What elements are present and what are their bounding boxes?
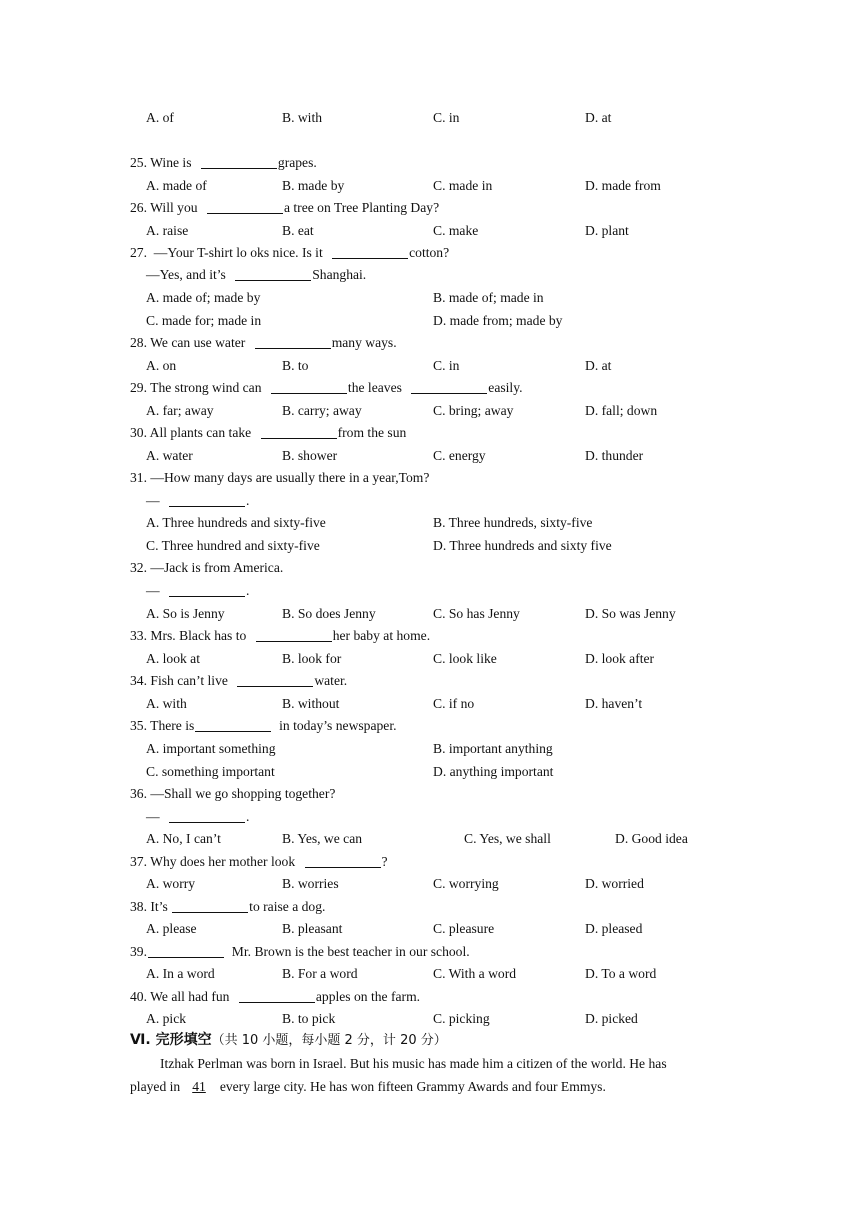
passage-text-2-post: every large city. He has won fifteen Grammy Awards and four Emmys. (219, 1079, 606, 1094)
q28-stem (0, 332, 860, 354)
q39-text-pre: 39. (130, 944, 147, 959)
q39-option-a: A. In a word (146, 966, 215, 981)
q26-text-post: a tree on Tree Planting Day? (283, 200, 440, 215)
q26-option-b: B. eat (282, 223, 314, 238)
answer-blank (256, 627, 332, 642)
q29-text-pre: 29. The strong wind can (130, 380, 265, 395)
q31-text: 31. —How many days are usually there in a year,Tom? (130, 470, 430, 485)
q25-option-d: D. made from (585, 178, 661, 193)
q27-options-row1 (0, 287, 860, 309)
q37-option-d: D. worried (585, 876, 644, 891)
answer-blank (235, 266, 311, 281)
answer-blank (239, 988, 315, 1003)
q36-option-a: A. No, I can’t (146, 831, 221, 846)
passage-line-2 (0, 1076, 860, 1098)
q39-text-post: Mr. Brown is the best teacher in our school. (225, 944, 470, 959)
answer-blank (169, 582, 245, 597)
q34-option-d: D. haven’t (585, 696, 643, 711)
q39-option-c: C. With a word (433, 966, 517, 981)
q35-text-post: in today’s newspaper. (272, 718, 397, 733)
q35-option-d: D. anything important (433, 764, 554, 779)
q31-option-d: D. Three hundreds and sixty five (433, 538, 612, 553)
q33-option-b: B. look for (282, 651, 342, 666)
q39-options (0, 963, 860, 985)
q30-text-pre: 30. All plants can take (130, 425, 255, 440)
q33-text-pre: 33. Mrs. Black has to (130, 628, 250, 643)
q35-text-pre: 35. There is (130, 718, 195, 733)
q35-options-row1 (0, 738, 860, 760)
q32-option-a: A. So is Jenny (146, 606, 225, 621)
q29-option-d: D. fall; down (585, 403, 658, 418)
q24-option-a: A. of (146, 110, 174, 125)
q31-reply (0, 490, 860, 512)
q30-stem (0, 422, 860, 444)
q36-text: 36. —Shall we go shopping together? (130, 786, 336, 801)
answer-blank (169, 492, 245, 507)
q37-option-a: A. worry (146, 876, 196, 891)
q40-option-a: A. pick (146, 1011, 187, 1026)
q34-option-a: A. with (146, 696, 187, 711)
q25-text-post: grapes. (277, 155, 317, 170)
q27-options-row2 (0, 310, 860, 332)
q37-option-b: B. worries (282, 876, 339, 891)
q40-option-d: D. picked (585, 1011, 638, 1026)
q25-stem (0, 152, 860, 174)
q34-text-post: water. (314, 673, 348, 688)
q36-option-b: B. Yes, we can (282, 831, 363, 846)
section-heading (0, 1029, 860, 1051)
q40-option-b: B. to pick (282, 1011, 336, 1026)
q25-options (0, 175, 860, 197)
q28-text-pre: 28. We can use water (130, 335, 249, 350)
q32-text: 32. —Jack is from America. (130, 560, 284, 575)
q36-stem (0, 783, 860, 805)
q29-option-b: B. carry; away (282, 403, 362, 418)
q27-option-c: C. made for; made in (146, 313, 262, 328)
q29-text-mid: the leaves (347, 380, 406, 395)
q38-option-b: B. pleasant (282, 921, 343, 936)
answer-blank (271, 379, 347, 394)
q26-options (0, 220, 860, 242)
q29-text-post: easily. (488, 380, 523, 395)
q26-option-a: A. raise (146, 223, 189, 238)
q35-options-row2 (0, 761, 860, 783)
q24-options (0, 107, 860, 129)
q26-stem (0, 197, 860, 219)
q37-stem (0, 851, 860, 873)
answer-blank (261, 424, 337, 439)
q36-option-d: D. Good idea (615, 831, 688, 846)
answer-blank (332, 244, 408, 259)
answer-blank (255, 334, 331, 349)
q37-text-post: ? (381, 854, 388, 869)
q37-text-pre: 37. Why does her mother look (130, 854, 299, 869)
q40-option-c: C. picking (433, 1011, 490, 1026)
q28-text-post: many ways. (331, 335, 397, 350)
q33-stem (0, 625, 860, 647)
q24-option-c: C. in (433, 110, 460, 125)
q35-option-b: B. important anything (433, 741, 553, 756)
q39-option-b: B. For a word (282, 966, 358, 981)
q28-option-c: C. in (433, 358, 460, 373)
q39-stem (0, 941, 860, 963)
section-note: （共 10 小题，每小题 2 分，计 20 分） (211, 1033, 447, 1048)
q27-option-b: B. made of; made in (433, 290, 544, 305)
q25-option-c: C. made in (433, 178, 493, 193)
q40-stem (0, 986, 860, 1008)
q40-options (0, 1008, 860, 1030)
q31-options-row1 (0, 512, 860, 534)
q27-option-a: A. made of; made by (146, 290, 261, 305)
answer-blank (305, 853, 381, 868)
q35-option-c: C. something important (146, 764, 275, 779)
q30-option-d: D. thunder (585, 448, 644, 463)
q32-stem (0, 557, 860, 579)
q29-option-a: A. far; away (146, 403, 214, 418)
q34-stem (0, 670, 860, 692)
q31-option-b: B. Three hundreds, sixty-five (433, 515, 593, 530)
q38-option-c: C. pleasure (433, 921, 495, 936)
q29-options (0, 400, 860, 422)
q30-option-a: A. water (146, 448, 193, 463)
q34-option-b: B. without (282, 696, 340, 711)
passage-line-1 (0, 1053, 860, 1075)
q37-option-c: C. worrying (433, 876, 499, 891)
q40-text-post: apples on the farm. (315, 989, 421, 1004)
q32-reply-dash: — (146, 583, 163, 598)
q33-text-post: her baby at home. (332, 628, 431, 643)
blank-number: 41 (192, 1079, 206, 1094)
q27-reply-pre: —Yes, and it’s (146, 267, 230, 282)
q32-options (0, 603, 860, 625)
answer-blank (201, 154, 277, 169)
q32-option-d: D. So was Jenny (585, 606, 676, 621)
q28-options (0, 355, 860, 377)
q38-stem (0, 896, 860, 918)
q26-option-c: C. make (433, 223, 479, 238)
q25-text-pre: 25. Wine is (130, 155, 195, 170)
section-title: Ⅵ. 完形填空 (130, 1032, 212, 1048)
q36-option-c: C. Yes, we shall (464, 831, 551, 846)
q38-options (0, 918, 860, 940)
answer-blank (237, 672, 313, 687)
q32-reply-end: . (246, 583, 250, 598)
answer-blank (195, 717, 271, 732)
q30-text-post: from the sun (337, 425, 407, 440)
q27-option-d: D. made from; made by (433, 313, 563, 328)
q38-text-pre: 38. It’s (130, 899, 172, 914)
q28-option-d: D. at (585, 358, 612, 373)
q40-text-pre: 40. We all had fun (130, 989, 233, 1004)
q31-stem (0, 467, 860, 489)
q24-option-d: D. at (585, 110, 612, 125)
q27-stem-line1 (0, 242, 860, 264)
q34-text-pre: 34. Fish can’t live (130, 673, 232, 688)
q31-options-row2 (0, 535, 860, 557)
q28-option-b: B. to (282, 358, 309, 373)
q38-option-d: D. pleased (585, 921, 643, 936)
q38-text-post: to raise a dog. (249, 899, 326, 914)
q31-reply-dash: — (146, 493, 163, 508)
q32-option-c: C. So has Jenny (433, 606, 520, 621)
passage-text-1: Itzhak Perlman was born in Israel. But his music has made him a citizen of the world. He has (160, 1056, 667, 1071)
answer-blank (169, 808, 245, 823)
q24-option-b: B. with (282, 110, 323, 125)
q35-option-a: A. important something (146, 741, 276, 756)
q29-option-c: C. bring; away (433, 403, 514, 418)
q25-option-a: A. made of (146, 178, 207, 193)
answer-blank (148, 943, 224, 958)
q36-reply (0, 806, 860, 828)
q29-stem (0, 377, 860, 399)
q36-options (0, 828, 860, 850)
q37-options (0, 873, 860, 895)
q33-option-d: D. look after (585, 651, 655, 666)
q30-option-c: C. energy (433, 448, 486, 463)
q26-option-d: D. plant (585, 223, 629, 238)
answer-blank (411, 379, 487, 394)
q31-option-c: C. Three hundred and sixty-five (146, 538, 320, 553)
q39-option-d: D. To a word (585, 966, 657, 981)
q38-option-a: A. please (146, 921, 197, 936)
q27-stem-line2 (0, 264, 860, 286)
q33-options (0, 648, 860, 670)
q27-text-post: cotton? (409, 245, 450, 260)
q25-option-b: B. made by (282, 178, 345, 193)
q30-options (0, 445, 860, 467)
q31-option-a: A. Three hundreds and sixty-five (146, 515, 326, 530)
q33-option-c: C. look like (433, 651, 497, 666)
q26-text-pre: 26. Will you (130, 200, 201, 215)
answer-blank (172, 898, 248, 913)
answer-blank (207, 199, 283, 214)
q34-options (0, 693, 860, 715)
q27-text-pre: 27. —Your T-shirt lo oks nice. Is it (130, 245, 327, 260)
q36-reply-dash: — (146, 809, 163, 824)
q35-stem (0, 715, 860, 737)
q32-reply (0, 580, 860, 602)
q33-option-a: A. look at (146, 651, 200, 666)
passage-text-2-pre: played in (130, 1079, 181, 1094)
q34-option-c: C. if no (433, 696, 475, 711)
q31-reply-end: . (246, 493, 250, 508)
q27-reply-post: Shanghai. (312, 267, 367, 282)
q32-option-b: B. So does Jenny (282, 606, 376, 621)
q36-reply-end: . (246, 809, 250, 824)
q28-option-a: A. on (146, 358, 177, 373)
q30-option-b: B. shower (282, 448, 338, 463)
